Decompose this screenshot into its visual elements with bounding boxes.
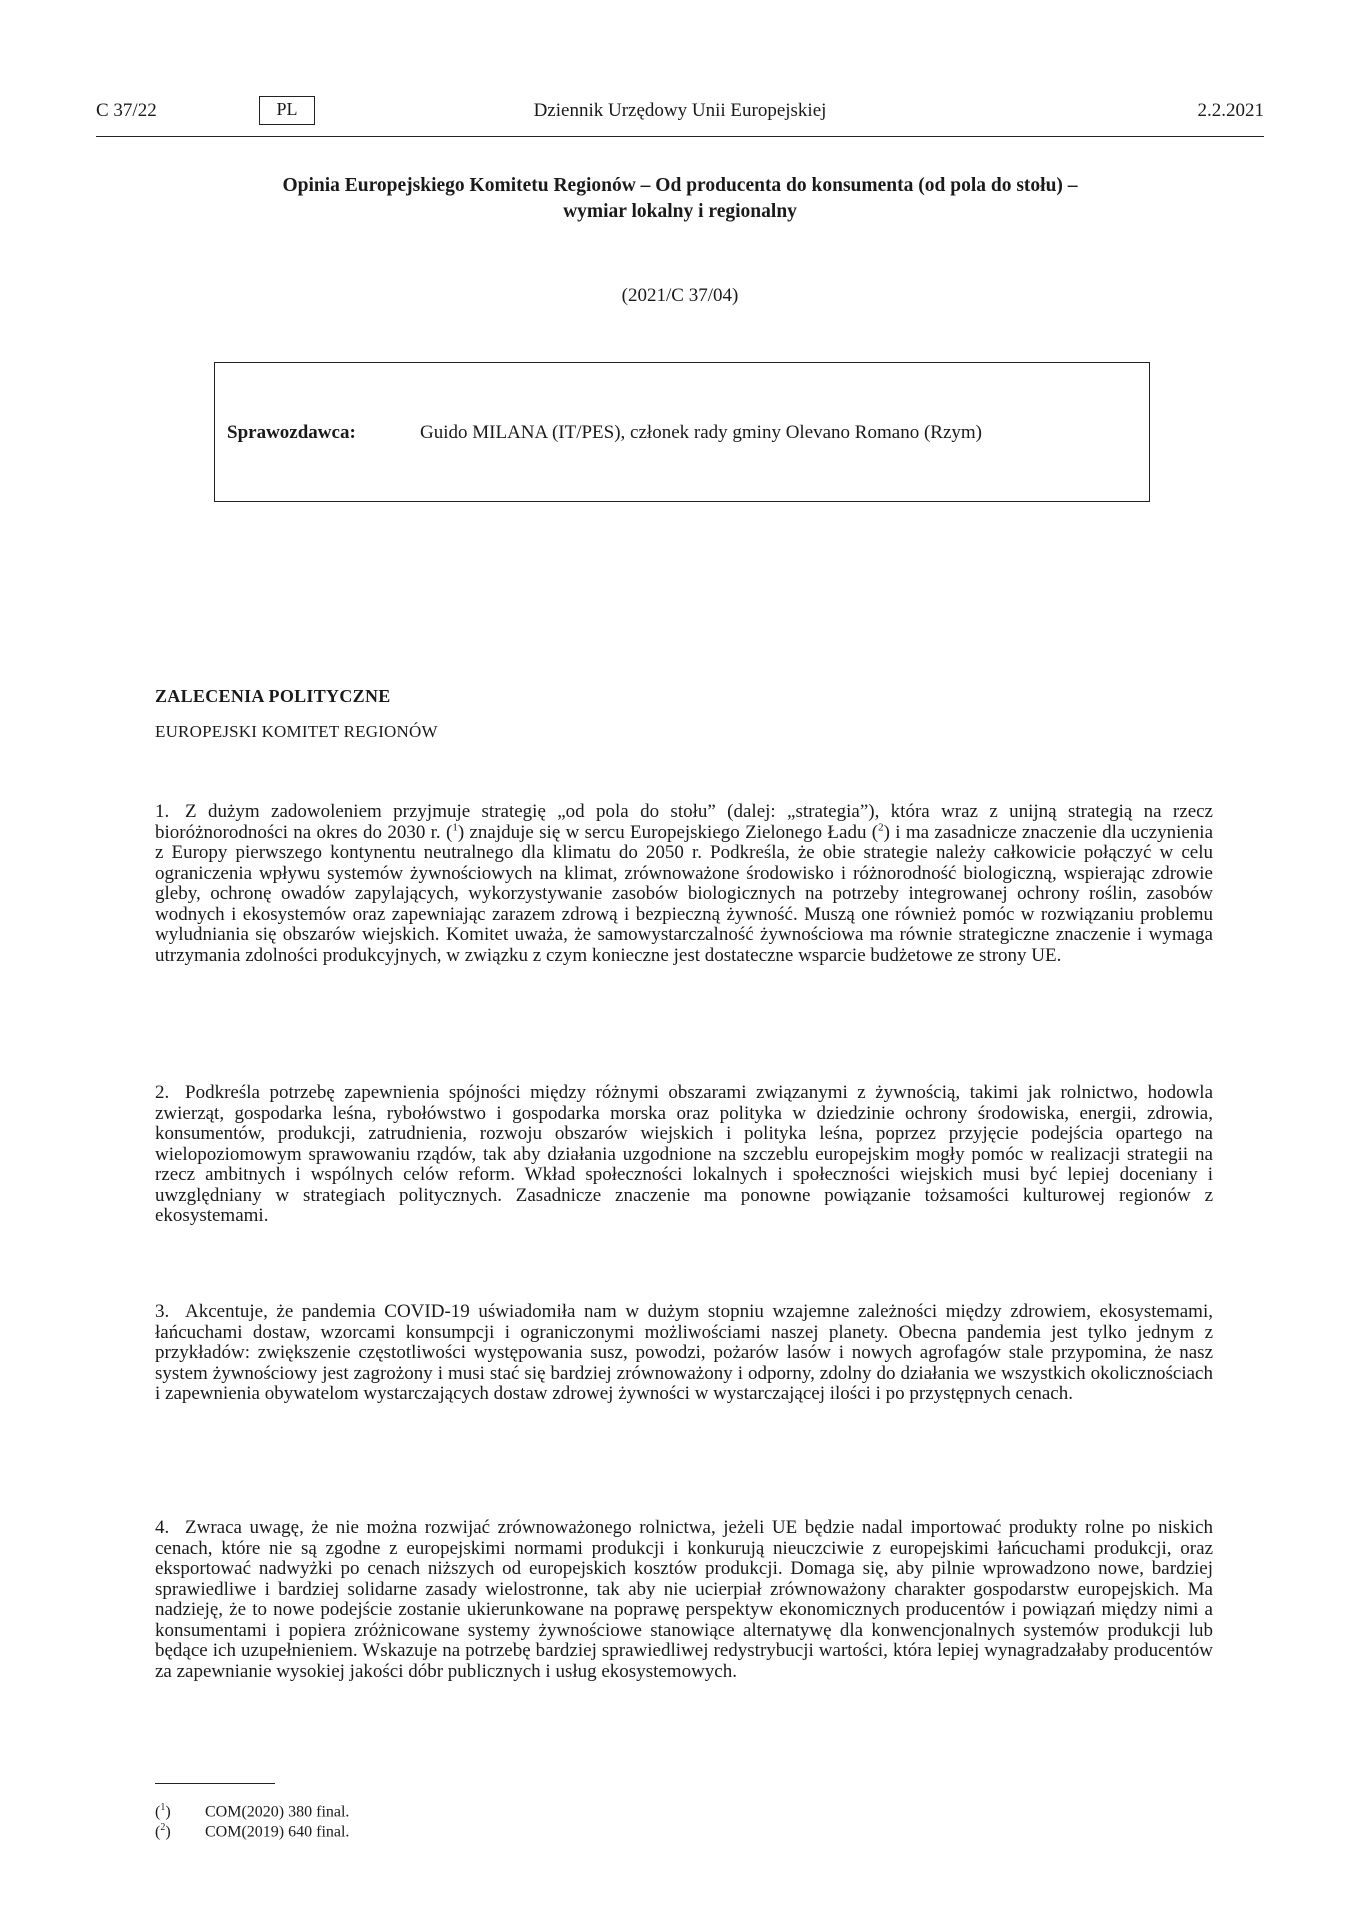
title-line-1: Opinia Europejskiego Komitetu Regionów – Od producenta do konsumenta (od pola do stołu) – — [282, 175, 1078, 196]
rapporteur-box — [214, 362, 1150, 502]
footnote-mark: ($^1$) — [155, 1802, 171, 1821]
footnote-ref-2[interactable]: 2 — [878, 821, 884, 834]
paragraph-3 — [155, 1302, 1213, 1405]
paragraph-number: 2. — [155, 1082, 170, 1103]
section-subheading: EUROPEJSKI KOMITET REGIONÓW — [155, 722, 438, 741]
paragraph-number: 3. — [155, 1301, 170, 1322]
publication-date: 2.2.2021 — [1197, 100, 1264, 121]
document-title — [96, 173, 1264, 225]
paragraph-text: Zwraca uwagę, że nie można rozwijać zrównoważonego rolnictwa, jeżeli UE będzie nadal importować produkty rolne po niskich cenach, które nie są zgodne z europejskimi normami produkcji i konkurują nieuczciwie z europejskimi łańcuchami produkcji, oraz eksportować nadwyżki po cenach niższych od europejskich kosztów produkcji. Domaga się, aby pilnie wprowadzono nowe, bardziej sprawiedliwe i bardziej solidarne zasady wielostronne, tak aby nie ucierpiał zrównoważony charakter gospodarstw europejskich. Ma nadzieję, że to nowe podejście zostanie ukierunkowane na poprawę perspektyw ekonomicznych producentów i powiązań między nimi a konsumentami i popiera zróżnicowane systemy żywnościowe stanowiące alternatywę dla konwencjonalnych systemów produkcji lub będące ich uzupełnieniem. Wskazuje na potrzebę bardziej sprawiedliwej redystrybucji wartości, która lepiej wynagradzałaby producentów za zapewnianie wysokiej jakości dóbr publicznych i usług ekosystemowych. — [155, 1517, 1213, 1682]
section-heading: ZALECENIA POLITYCZNE — [155, 686, 391, 706]
footnote-divider — [155, 1783, 275, 1784]
document-number: (2021/C 37/04) — [621, 285, 739, 306]
paragraph-1 — [155, 802, 1213, 966]
page-reference: C 37/22 — [96, 100, 157, 121]
page-header — [96, 96, 1264, 130]
paragraph-text: Akcentuje, że pandemia COVID-19 uświadomiła nam w dużym stopniu wzajemne zależności między zdrowiem, ekosystemami, łańcuchami dostaw, wzorcami konsumpcji i ograniczonymi możliwościami naszej planety. Obecna pandemia jest tylko jednym z przykładów: zwiększenie częstotliwości występowania susz, powodzi, pożarów lasów i nowych agrofagów stale przypomina, że nasz system żywnościowy jest zagrożony i musi stać się bardziej zrównoważony i odporny, zdolny do działania we wszystkich okolicznościach i zapewnienia obywatelom wystarczających dostaw zdrowej żywności w wystarczającej ilości i po przystępnych cenach. — [155, 1301, 1213, 1404]
header-divider — [96, 136, 1264, 137]
paragraph-text: ) znajduje się w sercu Europejskiego Zielonego Ładu ( — [457, 821, 879, 843]
paragraph-number: 4. — [155, 1517, 170, 1538]
footnote-mark: ($^2$) — [155, 1822, 171, 1841]
rapporteur-value: Guido MILANA (IT/PES), członek rady gminy Olevano Romano (Rzym) — [420, 422, 982, 443]
paragraph-text: ) i ma zasadnicze znaczenie dla uczynienia z Europy pierwszego kontynentu neutralnego dla klimatu do 2050 r. Podkreśla, że obie strategie należy całkowicie połączyć w celu ograniczenia wpływu systemów żywnościowych na klimat, zrównoważone środowisko i różnorodność biologiczną, wspierając zdrowie gleby, ochronę owadów zapylających, wykorzystywanie zasobów biologicznych na potrzeby integrowanej ochrony roślin, zasobów wodnych i ekosystemów oraz zapewniając zarazem zdrową i bezpieczną żywność. Muszą one również pomóc w rozwiązaniu problemu wyludniania się obszarów wiejskich. Komitet uważa, że samowystarczalność żywnościowa ma równie strategiczne znaczenie i wymaga utrzymania zdolności produkcyjnych, w związku z czym konieczne jest dostateczne wsparcie budżetowe ze strony UE. — [155, 821, 1214, 966]
footnote-ref-1[interactable]: 1 — [452, 821, 458, 834]
journal-name: Dziennik Urzędowy Unii Europejskiej — [533, 100, 827, 121]
rapporteur-label: Sprawozdawca: — [227, 422, 356, 443]
paragraph-2 — [155, 1083, 1213, 1227]
paragraph-text: Podkreśla potrzebę zapewnienia spójności między różnymi obszarami związanymi z żywnością, takimi jak rolnictwo, hodowla zwierząt, gospodarka leśna, rybołówstwo i gospodarka morska oraz polityka w dziedzinie ochrony środowiska, energii, zdrowia, konsumentów, produkcji, zatrudnienia, rozwoju obszarów wiejskich i polityka leśna, poprzez przyjęcie podejścia opartego na wielopoziomowym sprawowaniu rządów, tak aby działania uzgodnione na szczeblu europejskim mogły pomóc w realizacji strategii na rzecz ambitnych i wspólnych celów reform. Wkład społeczności lokalnych i społeczności wiejskich musi być lepiej doceniany i uwzględniany w strategiach politycznych. Zasadnicze znaczenie ma ponowne powiązanie tożsamości kulturowej regionów z ekosystemami. — [155, 1082, 1213, 1226]
paragraph-4 — [155, 1518, 1213, 1682]
footnote-text: COM(2020) 380 final. — [205, 1803, 350, 1821]
paragraph-number: 1. — [155, 801, 170, 822]
footnote-text: COM(2019) 640 final. — [205, 1823, 350, 1841]
paragraph-text: Z dużym zadowoleniem przyjmuje strategię „od pola do stołu” (dalej: „strategia”), która wraz z unijną strategią na rzecz bioróżnorodności na okres do 2030 r. ( — [155, 801, 1213, 843]
footnote-2 — [155, 1818, 349, 1842]
language-badge: PL — [259, 96, 315, 125]
title-line-2: wymiar lokalny i regionalny — [563, 201, 797, 222]
